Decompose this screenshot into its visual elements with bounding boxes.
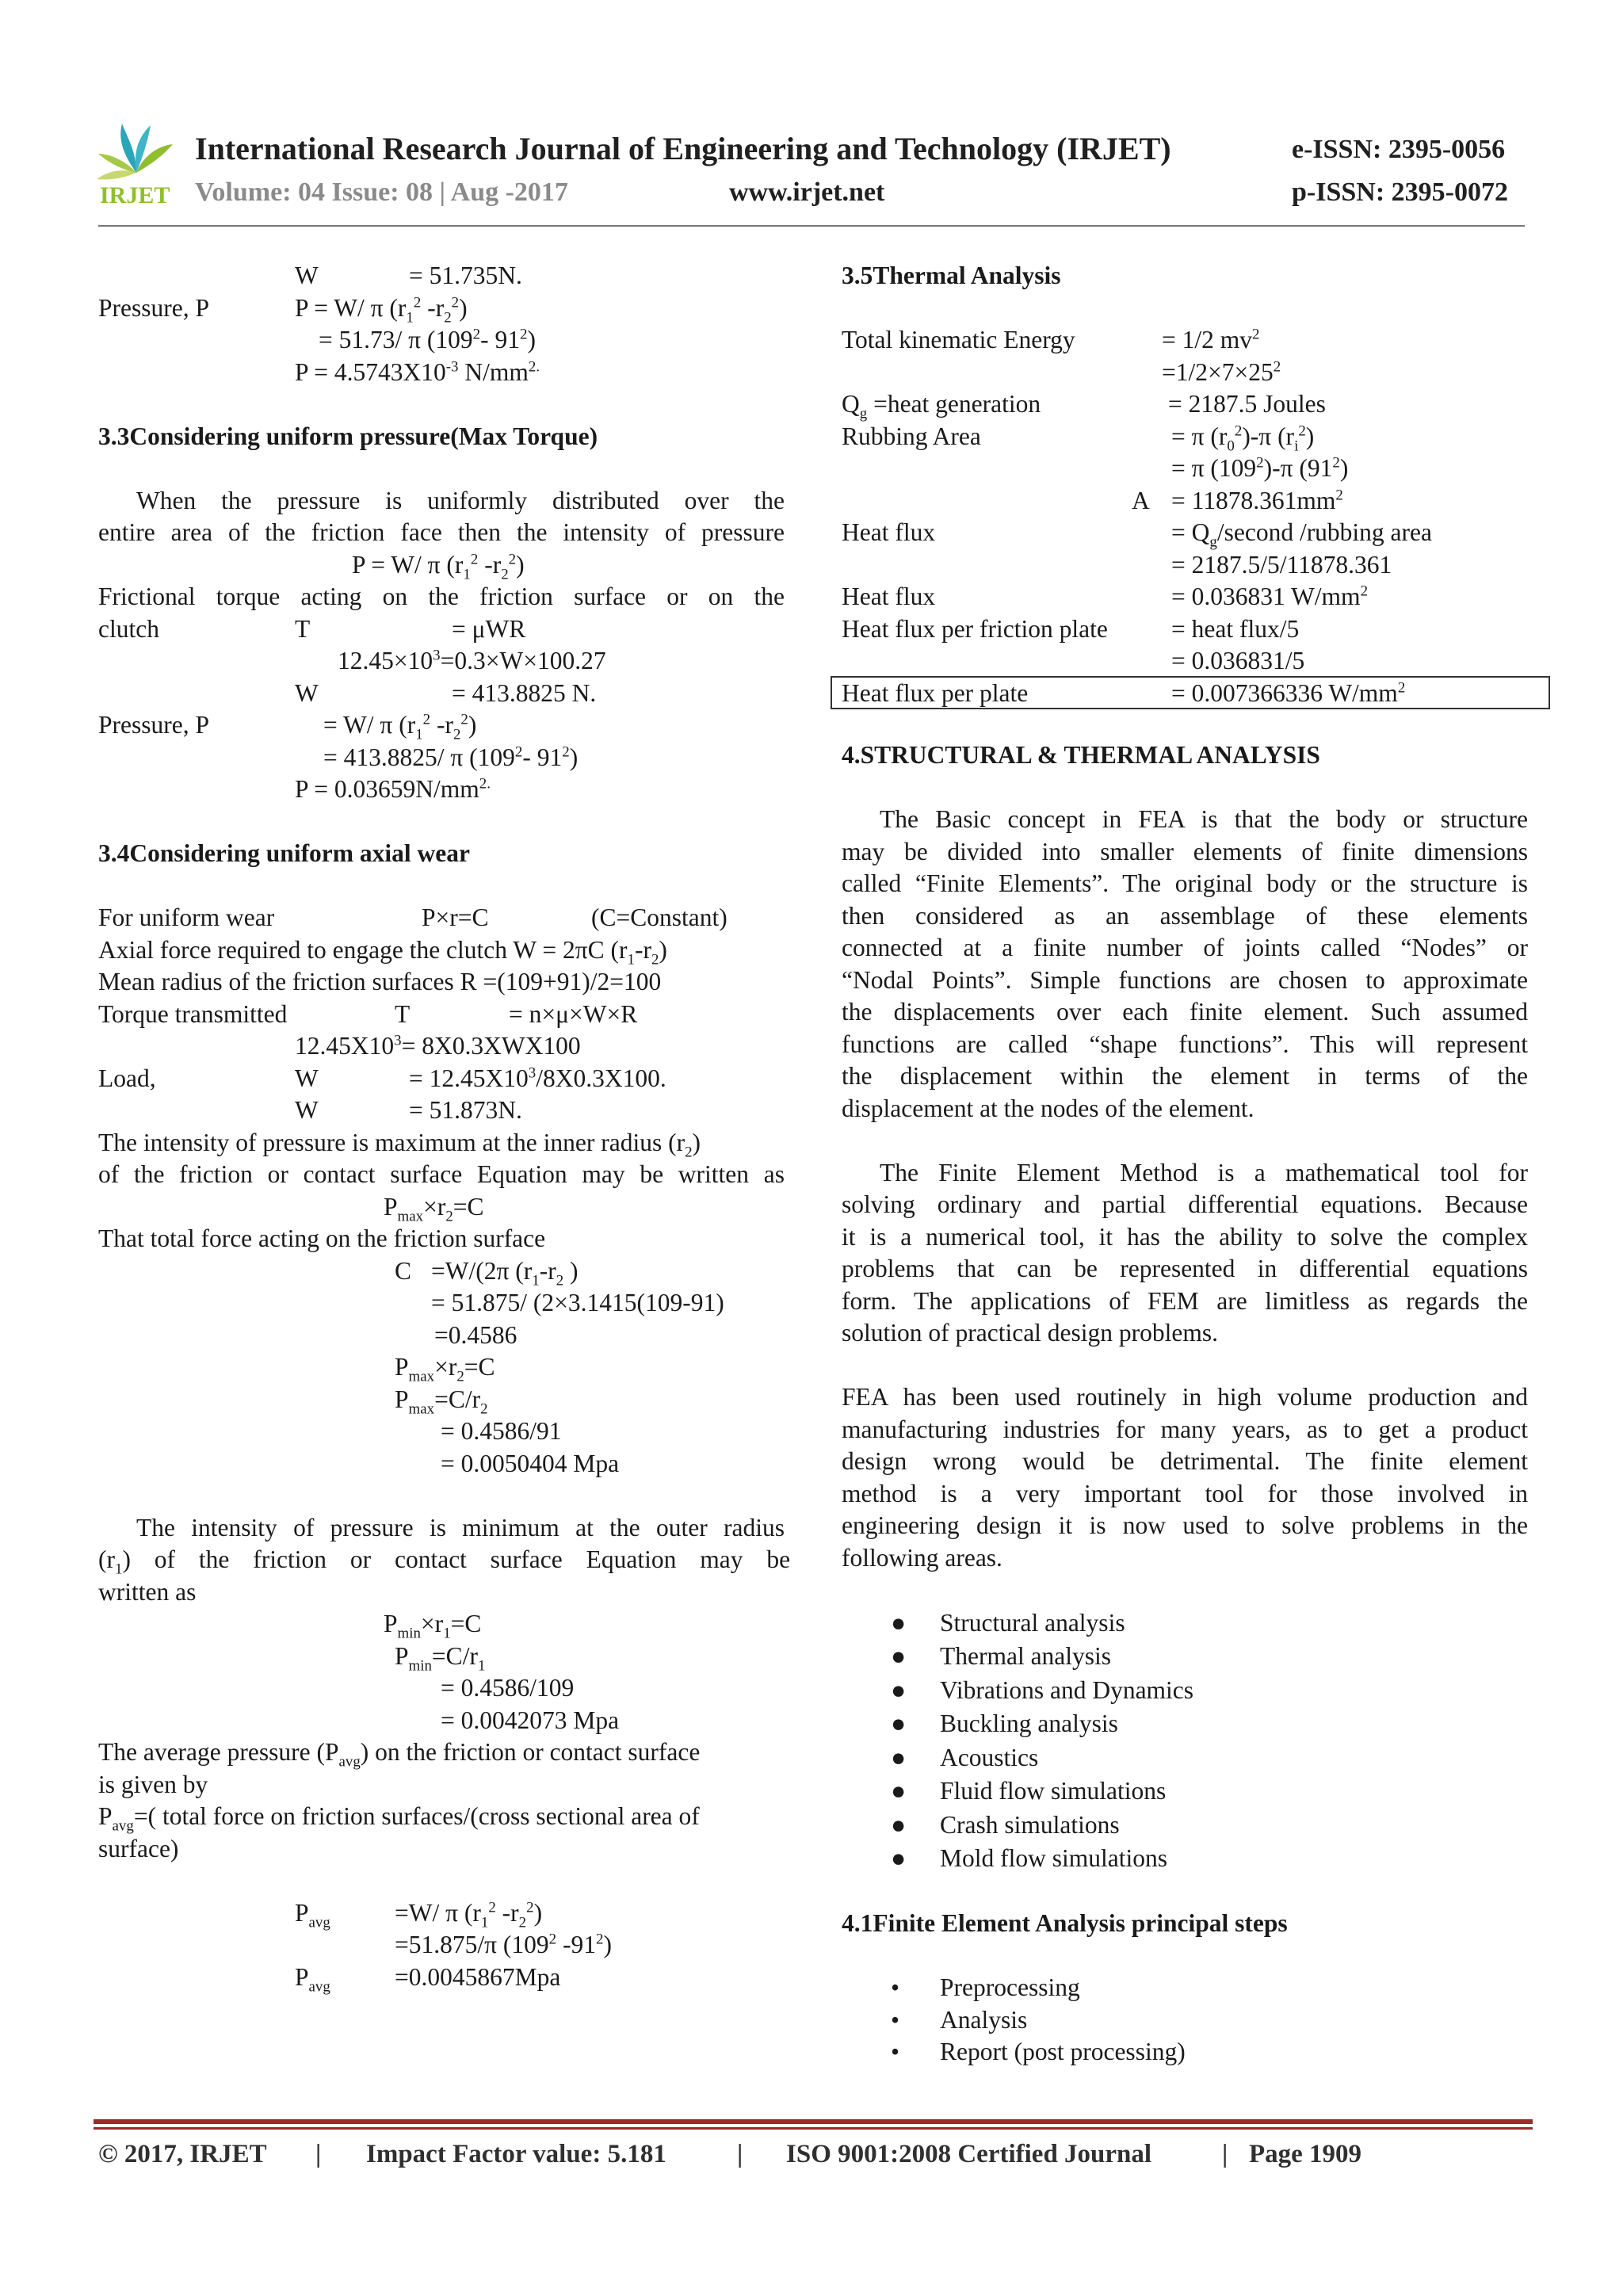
application-areas-list [842,1606,1528,1876]
equation-line: = π $(109^2)-\pi$ $(91^2)$ [1171,454,1349,482]
paragraph-line: may be divided into smaller elements of finite dimensions [842,837,1528,865]
equation-line: = 0.0042073 Mpa [441,1706,620,1734]
footer-rule [94,2119,1533,2124]
paragraph-line: of the friction or contact surface Equation may be written as [98,1160,785,1188]
paragraph-line: the displacements over each finite element. Such assumed [842,998,1528,1026]
paragraph-line: surface) [98,1834,179,1862]
list-item: • Report (post processing) [842,2036,1528,2069]
paragraph-line: That total force acting on the friction surface [98,1224,546,1252]
section-heading-3-3: 3.3Considering uniform pressure(Max Torque) [98,422,598,450]
steps-list [842,1972,1528,2069]
paragraph-line: The Basic concept in FEA is that the body or structure [880,805,1528,833]
equation-line: Heat flux per friction plate = heat flux/5 [842,614,1300,643]
footer-rule-thin [94,2127,1533,2130]
paragraph-line: engineering design it is now used to solve problems in the [842,1511,1528,1539]
list-item: ● Fluid flow simulations [842,1775,1528,1809]
bullet-icon: • [891,2005,900,2034]
list-item: • Analysis [842,2004,1528,2037]
equation-line: W = 51.735N. [295,262,522,289]
journal-title: International Research Journal of Engineering and Technology (IRJET) [195,131,1171,166]
bullet-icon: ● [891,1743,907,1771]
bullet-icon: ● [891,1810,907,1839]
equation-line: For uniform wear P×r=C (C=Constant) [98,904,727,931]
equation-line: Total kinematic Energy = 1/2 $mv^2$ [842,326,1260,353]
paragraph-line: method is a very important tool for those involved in [842,1479,1528,1507]
equation-line: $P_{min}\times r_1=C$ [384,1610,482,1642]
equation-line: = 51.875/ (2×3.1415(109-91) [431,1289,724,1316]
equation-line: Heat flux = 0.036831 $W/mm^2$ [842,583,1369,610]
footer-separator: | [1222,2140,1228,2168]
equation-line: W = 51.873N. [295,1096,522,1124]
paragraph-line: the displacement within the element in terms of the [842,1062,1528,1090]
equation-line: = 0.4586/91 [441,1417,562,1445]
logo-text: IRJET [100,182,170,208]
list-item: ● Acoustics [842,1741,1528,1775]
header-divider [98,225,1525,227]
equation-line: $=1/2\times 7\times 25^2$ [1162,357,1281,386]
left-column [98,260,791,1995]
equation-line: $P = 4.5743X10^{-3}$ $N/mm^{2.}$ [295,357,540,386]
equation-line: $12.45X10^3= 8X0.3XWX100$ [295,1032,581,1060]
paragraph-line: written as [98,1577,197,1606]
footer-copyright: © 2017, IRJET [98,2140,267,2168]
equation-line: $Q_g$ =heat generation = 2187.5 Joules [842,390,1326,422]
equation-line: Mean radius of the friction surfaces R =(109+91)/2=100 [98,968,662,995]
paragraph-line: $(r_1)$ of the friction or contact surface Equation may be [98,1545,791,1578]
bullet-icon: ● [891,1844,907,1872]
list-item: ● Mold flow simulations [842,1842,1528,1876]
p-issn: p-ISSN: 2395-0072 [1292,178,1508,207]
bullet-icon: • [891,2038,900,2065]
bullet-icon: ● [891,1777,907,1805]
paragraph-line: then considered as an assemblage of these elements [842,901,1528,930]
equation-line: = 0.4586/109 [441,1674,575,1702]
list-item: ● Crash simulations [842,1809,1528,1843]
right-column [842,260,1528,2069]
bullet-icon: ● [891,1675,907,1704]
list-item: ● Vibrations and Dynamics [842,1674,1528,1708]
paragraph-line: Frictional torque acting on the friction surface or on the [98,583,785,610]
section-heading-4: 4.STRUCTURAL & THERMAL ANALYSIS [842,741,1320,769]
paragraph-line: problems that can be represented in differential equations [842,1255,1528,1282]
paragraph-line: called “Finite Elements”. The original body or the structure is [842,869,1528,897]
footer-iso: ISO 9001:2008 Certified Journal [786,2140,1152,2168]
equation-line: = 51.73/ π ($109^2-$ $91^2$) [319,326,536,353]
paragraph-line: it is a numerical tool, it has the ability to solve the complex [842,1222,1528,1251]
equation-line: $P_{max}\times r_2=C$ [384,1192,484,1224]
paragraph-line: The intensity of pressure is minimum at the outer radius [136,1513,785,1541]
list-item: ● Structural analysis [842,1606,1528,1641]
paragraph-line: design wrong would be detrimental. The finite element [842,1447,1528,1475]
paragraph-line: following areas. [842,1543,1002,1572]
equation-line: Rubbing Area = π $(r_0^2)-\pi$ $(r_i^2)$ [842,422,1315,454]
paragraph-line: solution of practical design problems. [842,1319,1219,1347]
website-link[interactable]: www.irjet.net [729,178,885,207]
equation-line: $P_{max}\times r_2=C$ [395,1353,495,1385]
result-box: Heat flux per plate = 0.007366336 $W/mm^2$ [832,678,1549,708]
paragraph-line: FEA has been used routinely in high volume production and [842,1383,1528,1411]
paragraph-line: “Nodal Points”. Simple functions are chosen to approximate [842,965,1528,994]
paragraph-line: solving ordinary and partial differential equations. Because [842,1190,1528,1218]
equation-line: $P_{avg}$ =W/ π ($r_1^2$ $-r_2^2$) [295,1898,543,1931]
footer-impact-factor: Impact Factor value: 5.181 [366,2140,666,2168]
bullet-icon: ● [891,1710,907,1737]
equation-line: =51.875/π ($109^2$ $-91^2$) [395,1931,612,1958]
equation-line: W = 413.8825 N. [295,678,597,707]
equation-line: =0.4586 [434,1320,517,1349]
paragraph-line: When the pressure is uniformly distributed over the [136,486,785,514]
paragraph-line: form. The applications of FEM are limitless as regards the [842,1286,1528,1315]
paragraph-line: entire area of the friction face then the intensity of pressure [98,518,785,546]
paragraph-line: manufacturing industries for many years, as to get a product [842,1415,1528,1443]
bullet-icon: ● [891,1642,907,1670]
equation-line: clutch T = μWR [98,614,526,643]
equation-line: = 2187.5/5/11878.361 [1171,550,1392,579]
equation-line: = 0.036831/5 [1171,647,1305,674]
equation-line: Load, W = $12.45X10^3/8X0.3X100$. [98,1064,666,1092]
section-heading-3-5: 3.5Thermal Analysis [842,262,1061,289]
equation-line: $P_{avg}$ =0.0045867Mpa [295,1962,561,1995]
equation-line: Pressure, P = W/ π ($r_1^2$ $-r_2^2$) [98,711,477,743]
equation-line: Heat flux = $Q_g$/second /rubbing area [842,518,1432,551]
footer-separator: | [737,2140,743,2168]
section-heading-4-1: 4.1Finite Element Analysis principal steps [842,1909,1288,1937]
list-item: ● Buckling analysis [842,1707,1528,1741]
paragraph-line: connected at a finite number of joints called “Nodes” or [842,934,1528,961]
e-issn: e-ISSN: 2395-0056 [1292,135,1506,164]
equation-line: C =W/(2π ($r_1-r_2$ ) [395,1256,579,1289]
equation-line: P = W/ π ($r_1^2$ $-r_2^2$) [352,550,525,583]
paragraph-line: is given by [98,1770,208,1798]
paragraph-line: The intensity of pressure is maximum at the inner radius $(r_2)$ [98,1128,701,1160]
page-number: Page 1909 [1249,2140,1362,2168]
equation-line: = 0.0050404 Mpa [441,1449,620,1477]
equation-line: $P_{min}=C/r_1$ [395,1641,486,1674]
list-item: ● Thermal analysis [842,1640,1528,1674]
equation-line: = 413.8825/ π ($109^2-$ $91^2$) [323,743,579,771]
section-heading-3-4: 3.4Considering uniform axial wear [98,839,470,867]
bullet-icon: • [891,1973,900,2001]
footer-separator: | [315,2140,322,2168]
paragraph-line: The average pressure $(P_{avg})$ on the friction or contact surface [98,1738,701,1771]
volume-info: Volume: 04 Issue: 08 | Aug -2017 [195,178,568,207]
paragraph-line: The Finite Element Method is a mathematical tool for [880,1158,1528,1186]
equation-line: $P = 0.03659N/mm^{2.}$ [295,775,491,803]
bullet-icon: ● [891,1608,907,1637]
paragraph-line: displacement at the nodes of the element. [842,1094,1254,1122]
equation-line: Pressure, P P = W/ π ($r_1^2$ $-r_2^2$) [98,293,468,326]
equation-line: $P_{max}=C/r_2$ [395,1385,488,1417]
equation-line: Axial force required to engage the clutch W = 2πC $(r_1-r_2)$ [98,935,667,968]
equation-line: A = $11878.361mm^2$ [1132,486,1343,514]
equation-line: $12.45\times 10^3=0.3\times W\times 100.27$ [338,647,606,674]
equation-line: Torque transmitted T = n×μ×W×R [98,999,638,1028]
list-item: • Preprocessing [842,1972,1528,2004]
paragraph-line: functions are called “shape functions”. This will represent [842,1030,1528,1058]
paragraph-line: $P_{avg}=$( total force on friction surfaces/(cross sectional area of [98,1802,700,1835]
